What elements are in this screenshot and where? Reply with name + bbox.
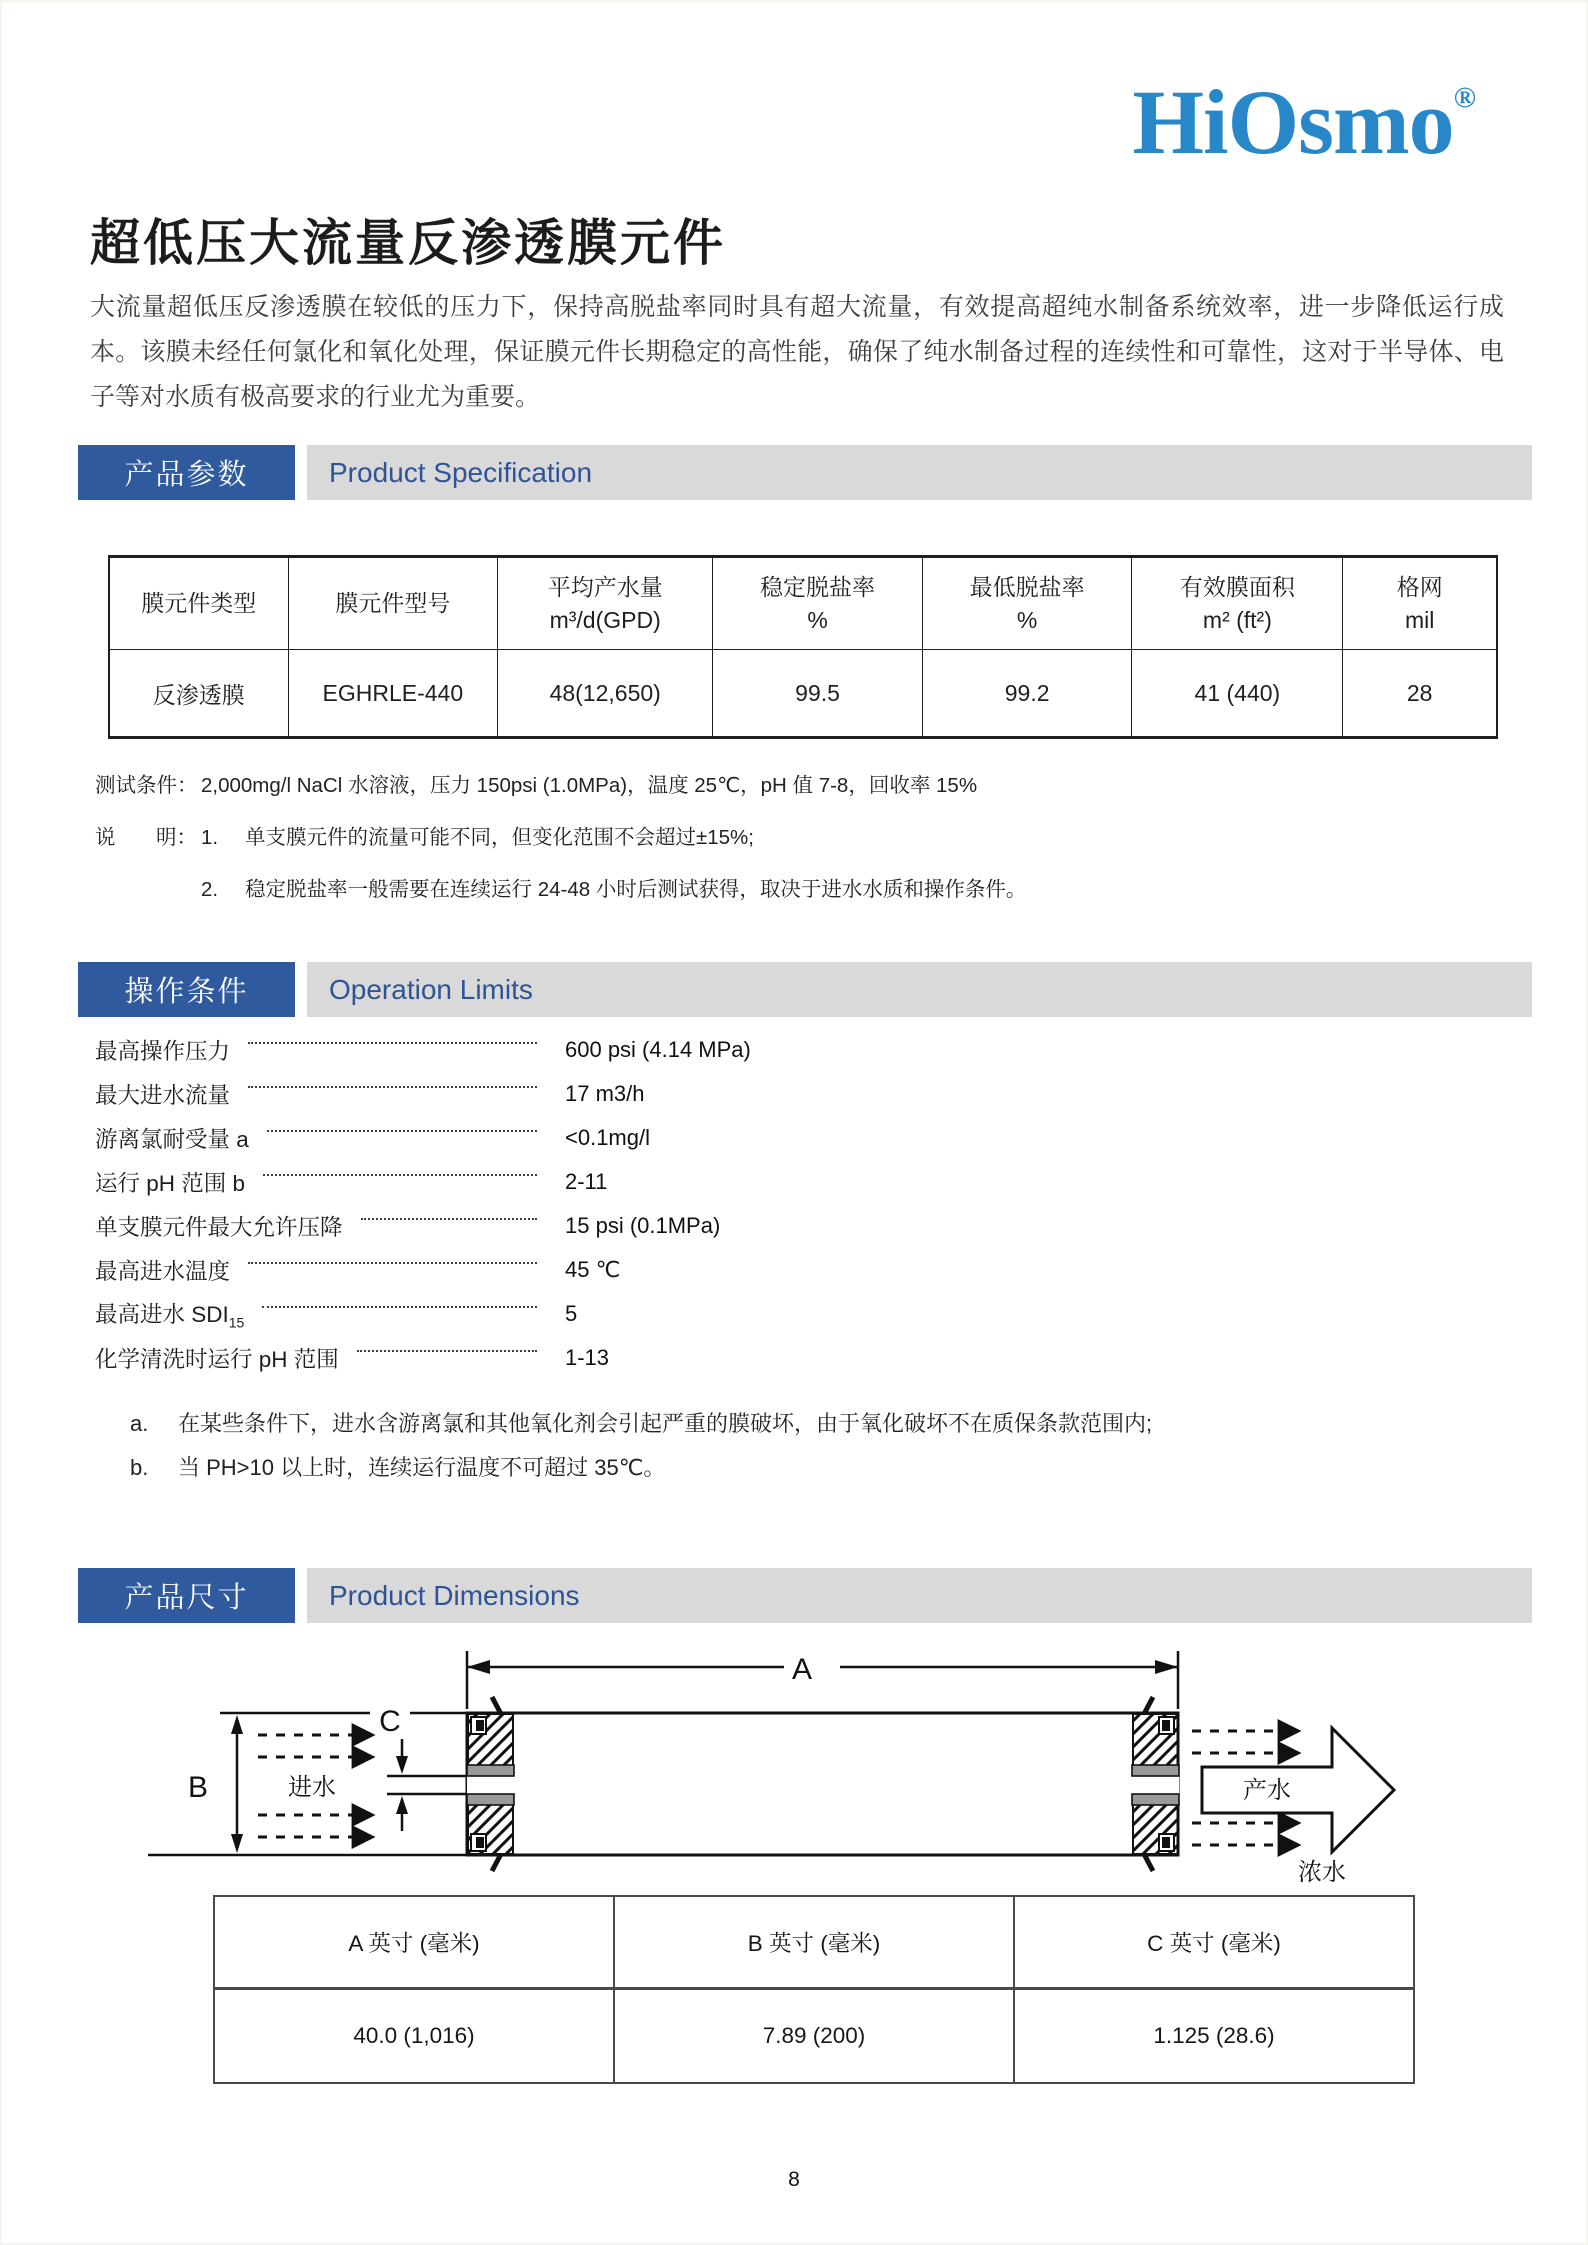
dotted-leader [357,1350,537,1352]
sdi-subscript: 15 [228,1314,245,1331]
limit-row [95,1336,1105,1380]
spec-cell-stable-rejection: 99.5 [713,650,923,738]
notes-label: 说 明： [95,826,197,849]
limit-label: 最高进水 $SDI_{15}$ [95,1302,245,1331]
limit-row [95,1248,1105,1292]
logo-text: HiOsmo [1132,71,1454,173]
dim-cell-b: 7.89 (200) [614,1989,1014,2084]
dim-a-label: A [791,1653,813,1686]
footnotes [130,1407,1470,1495]
membrane-element-diagram [140,1635,1480,1895]
dotted-leader [262,1306,537,1308]
dim-cell-c: 1.125 (28.6) [1014,1989,1414,2084]
section-header-operation-limits [78,962,1532,1017]
limit-value: 1-13 [565,1345,610,1370]
dotted-leader [361,1218,537,1220]
test-conditions-value: 2,000mg/l NaCl 水溶液，压力 150psi (1.0MPa)，温度 25℃，pH 值 7-8，回收率 15% [201,774,978,797]
section-title-zh: 产品参数 [78,445,295,500]
dotted-leader [248,1086,537,1088]
spec-cell-membrane-area: 41 (440) [1132,650,1343,738]
limit-value: 17 m3/h [565,1081,645,1106]
limit-row [95,1204,1105,1248]
limit-label: 最高进水温度 [95,1259,231,1284]
feed-water-label: 进水 [288,1774,336,1801]
hiosmo-logo [1132,48,1476,172]
limit-value: 2-11 [565,1169,608,1194]
concentrate-label: 浓水 [1298,1859,1346,1886]
limit-value: 600 psi (4.14 MPa) [565,1037,751,1062]
limit-row [95,1292,1105,1336]
product-water-arrow [1202,1728,1394,1852]
footnote-text: 当 PH>10 以上时，连续运行温度不可超过 35℃。 [178,1455,666,1480]
limit-row [95,1116,1105,1160]
spec-cell-permeate-flow: 48(12,650) [498,650,713,738]
dimensions-header-row [214,1896,1414,1989]
spec-col-spacer: 格网 mil [1343,557,1497,650]
dotted-leader [248,1262,537,1264]
limit-label: 最高操作压力 [95,1039,231,1064]
spec-col-element-type: 膜元件类型 [109,557,288,650]
limit-label: 最大进水流量 [95,1083,231,1108]
left-end-cap [467,1697,514,1871]
footnote-b [130,1451,1470,1495]
spec-col-min-rejection: 最低脱盐率 % [922,557,1132,650]
limit-value: 45 ℃ [565,1257,621,1282]
spec-cell-model: EGHRLE-440 [288,650,498,738]
section-title-en: Product Dimensions [307,1568,1532,1623]
limit-label: 运行 pH 范围 b [95,1171,246,1196]
spec-cell-spacer: 28 [1343,650,1497,738]
note-number: 1. [201,826,219,849]
dimensions-data-row [214,1989,1414,2084]
page-number: 8 [788,2168,800,2191]
note-text: 稳定脱盐率一般需要在连续运行 24-48 小时后测试获得，取决于进水水质和操作条件。 [245,878,1027,901]
section-title-en: Product Specification [307,445,1532,500]
note-text: 单支膜元件的流量可能不同，但变化范围不会超过±15%; [245,826,754,849]
limit-value: 5 [565,1301,578,1326]
dimension-a [467,1651,1178,1709]
spec-col-model: 膜元件型号 [288,557,498,650]
dimension-c [379,1705,467,1831]
section-title-zh: 产品尺寸 [78,1568,295,1623]
intro-paragraph: 大流量超低压反渗透膜在较低的压力下，保持高脱盐率同时具有超大流量，有效提高超纯水制备系统效率，进一步降低运行成本。该膜未经任何氯化和氧化处理，保证膜元件长期稳定的高性能，确保了纯水制备过程的连续性和可靠性，这对于半导体、电子等对水质有极高要求的行业尤为重要。 [90,293,1504,411]
footnote-marker: b. [130,1455,149,1480]
limit-label: 单支膜元件最大允许压降 [95,1215,343,1240]
dim-col-b: B 英寸 (毫米) [614,1896,1014,1989]
dim-b-label: B [187,1771,209,1804]
test-conditions [95,768,1495,924]
registered-mark-icon: ® [1453,81,1476,114]
spec-col-stable-rejection: 稳定脱盐率 % [713,557,923,650]
dotted-leader [248,1042,537,1044]
dim-c-label: C [379,1705,401,1738]
limit-label: 化学清洗时运行 pH 范围 [95,1347,339,1372]
section-header-product-spec [78,445,1532,500]
limit-row [95,1072,1105,1116]
note-number: 2. [201,878,219,901]
product-water-label: 产水 [1243,1777,1291,1804]
footnote-text: 在某些条件下，进水含游离氯和其他氧化剂会引起严重的膜破坏，由于氧化破坏不在质保条款范围内; [178,1411,1153,1436]
limit-value: <0.1mg/l [565,1125,650,1150]
dim-col-a: A 英寸 (毫米) [214,1896,614,1989]
test-note-2 [95,872,1495,924]
operation-limits-list [95,1028,1105,1380]
footnote-a [130,1407,1470,1451]
test-conditions-label: 测试条件： [95,774,198,797]
spec-cell-element-type: 反渗透膜 [109,650,288,738]
section-title-en: Operation Limits [307,962,1532,1017]
limit-row [95,1028,1105,1072]
section-header-product-dimensions [78,1568,1532,1623]
dimensions-table [213,1895,1415,2084]
spec-cell-min-rejection: 99.2 [922,650,1132,738]
limit-value: 15 psi (0.1MPa) [565,1213,721,1238]
limit-label: 游离氯耐受量 a [95,1127,249,1152]
test-note-1 [95,820,1495,872]
spec-col-permeate-flow: 平均产水量 m³/d(GPD) [498,557,713,650]
membrane-body [467,1713,1178,1855]
dim-cell-a: 40.0 (1,016) [214,1989,614,2084]
right-end-cap [1132,1697,1179,1871]
spec-table-header-row [109,557,1497,650]
spec-col-membrane-area: 有效膜面积 m² (ft²) [1132,557,1343,650]
page-title: 超低压大流量反渗透膜元件 [90,215,726,271]
footnote-marker: a. [130,1411,149,1436]
spec-table [108,555,1498,739]
section-title-zh: 操作条件 [78,962,295,1017]
dim-col-c: C 英寸 (毫米) [1014,1896,1414,1989]
dotted-leader [267,1130,537,1132]
spec-table-data-row [109,650,1497,738]
test-conditions-line [95,768,1495,820]
dotted-leader [263,1174,537,1176]
limit-row [95,1160,1105,1204]
